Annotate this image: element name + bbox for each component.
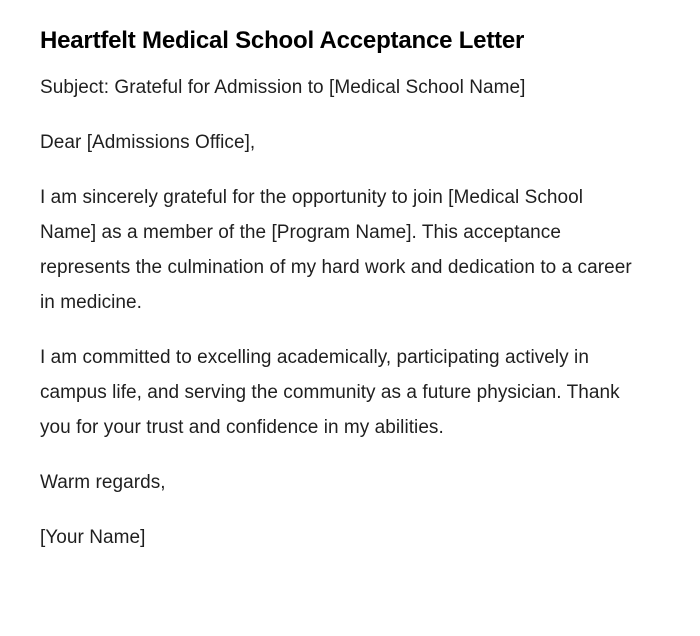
letter-body-paragraph-1: I am sincerely grateful for the opportunity to join [Medical School Name] as a member of the [Program Name]. This acceptance represents the culmination of my hard work and dedication to a career in medicine. <box>40 187 632 313</box>
letter-body-paragraph-2: I am committed to excelling academically, participating actively in campus life, and serving the community as a future physician. Thank you for your trust and confidence in my abilities. <box>40 347 620 438</box>
letter-title: Heartfelt Medical School Acceptance Letter <box>40 27 525 54</box>
letter-closing: Warm regards, <box>40 472 166 493</box>
letter-document <box>40 22 640 555</box>
letter-salutation: Dear [Admissions Office], <box>40 132 256 153</box>
letter-subject: Subject: Grateful for Admission to [Medical School Name] <box>40 77 526 98</box>
letter-signature: [Your Name] <box>40 527 146 548</box>
